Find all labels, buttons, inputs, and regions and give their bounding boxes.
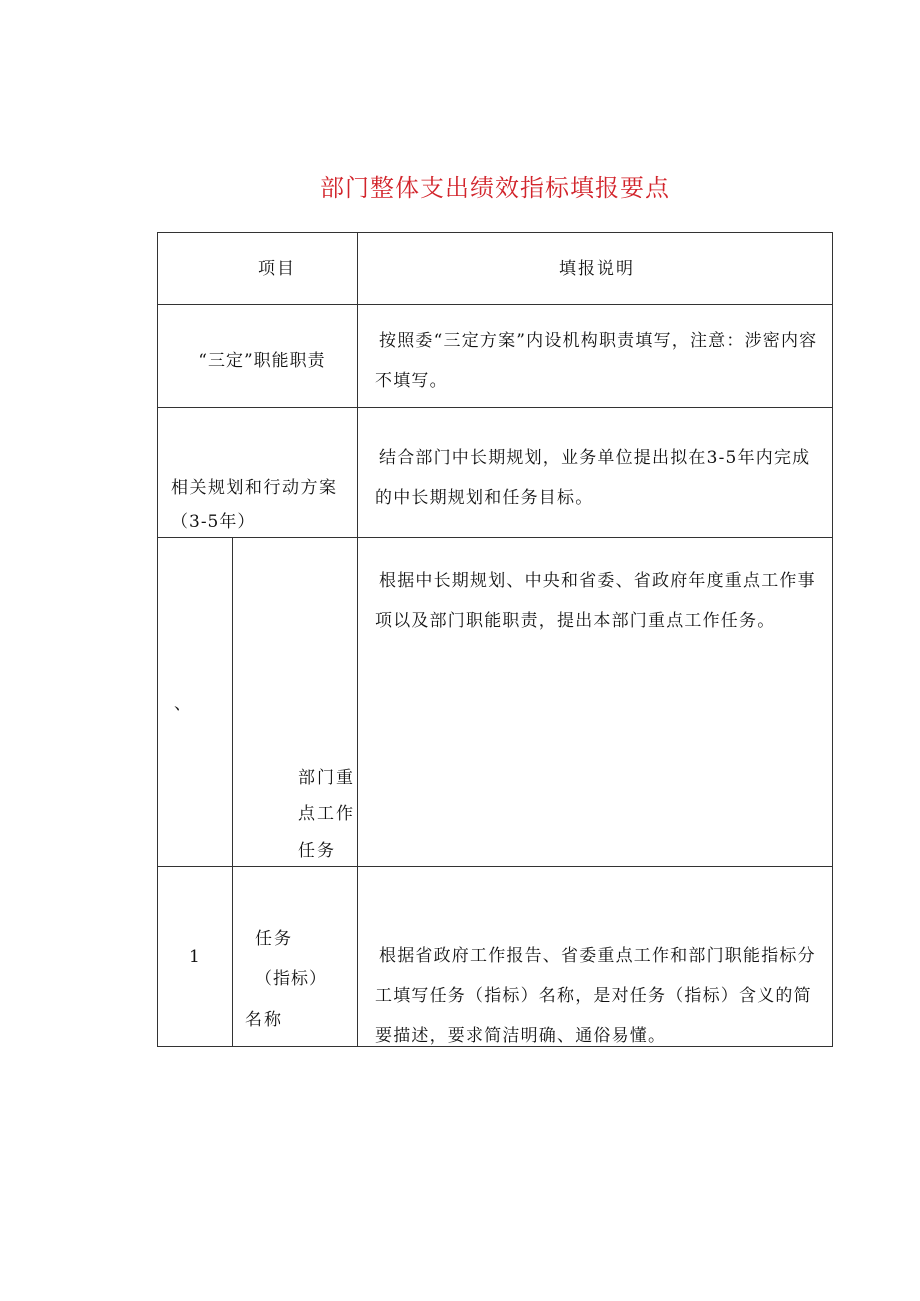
row-label-key-tasks-line2: 点工作 bbox=[298, 804, 355, 824]
row-mark: 、 bbox=[174, 694, 191, 714]
row-label-functions: “三定”职能职责 bbox=[198, 351, 326, 371]
row-label-key-tasks-line1: 部门重 bbox=[298, 768, 355, 788]
header-item: 项目 bbox=[258, 259, 296, 279]
row-label-key-tasks-line3: 任务 bbox=[298, 841, 336, 861]
row-desc-task-name: 根据省政府工作报告、省委重点工作和部门职能指标分工填写任务（指标）名称，是对任务（指标）含义的简要描述，要求简洁明确、通俗易懂。 bbox=[375, 946, 816, 1046]
row-label-planning-line2: （3-5年） bbox=[171, 512, 256, 532]
row-desc-planning: 结合部门中长期规划，业务单位提出拟在3-5年内完成的中长期规划和任务目标。 bbox=[375, 448, 811, 508]
column-divider bbox=[357, 232, 358, 1047]
row-label-task-name-line2: （指标） bbox=[255, 969, 327, 989]
row-desc-key-tasks: 根据中长期规划、中央和省委、省政府年度重点工作事项以及部门职能职责，提出本部门重点工作任务。 bbox=[375, 571, 816, 631]
sub-column-divider bbox=[232, 537, 233, 1047]
table-border-right bbox=[832, 232, 833, 1047]
row-divider bbox=[157, 407, 833, 408]
row-label-task-name-line3: 名称 bbox=[245, 1010, 283, 1030]
row-index: 1 bbox=[189, 947, 200, 967]
page-title: 部门整体支出绩效指标填报要点 bbox=[320, 174, 670, 202]
table-border-top bbox=[157, 232, 833, 233]
row-label-task-name-line1: 任务 bbox=[255, 929, 293, 949]
row-divider bbox=[157, 866, 833, 867]
table-border-left bbox=[157, 232, 158, 1047]
row-divider bbox=[157, 304, 833, 305]
indicator-table bbox=[157, 232, 833, 1047]
header-description: 填报说明 bbox=[559, 259, 635, 279]
row-divider bbox=[157, 537, 833, 538]
row-label-planning-line1: 相关规划和行动方案 bbox=[171, 478, 338, 498]
row-desc-functions: 按照委“三定方案”内设机构职责填写，注意：涉密内容不填写。 bbox=[375, 331, 818, 391]
